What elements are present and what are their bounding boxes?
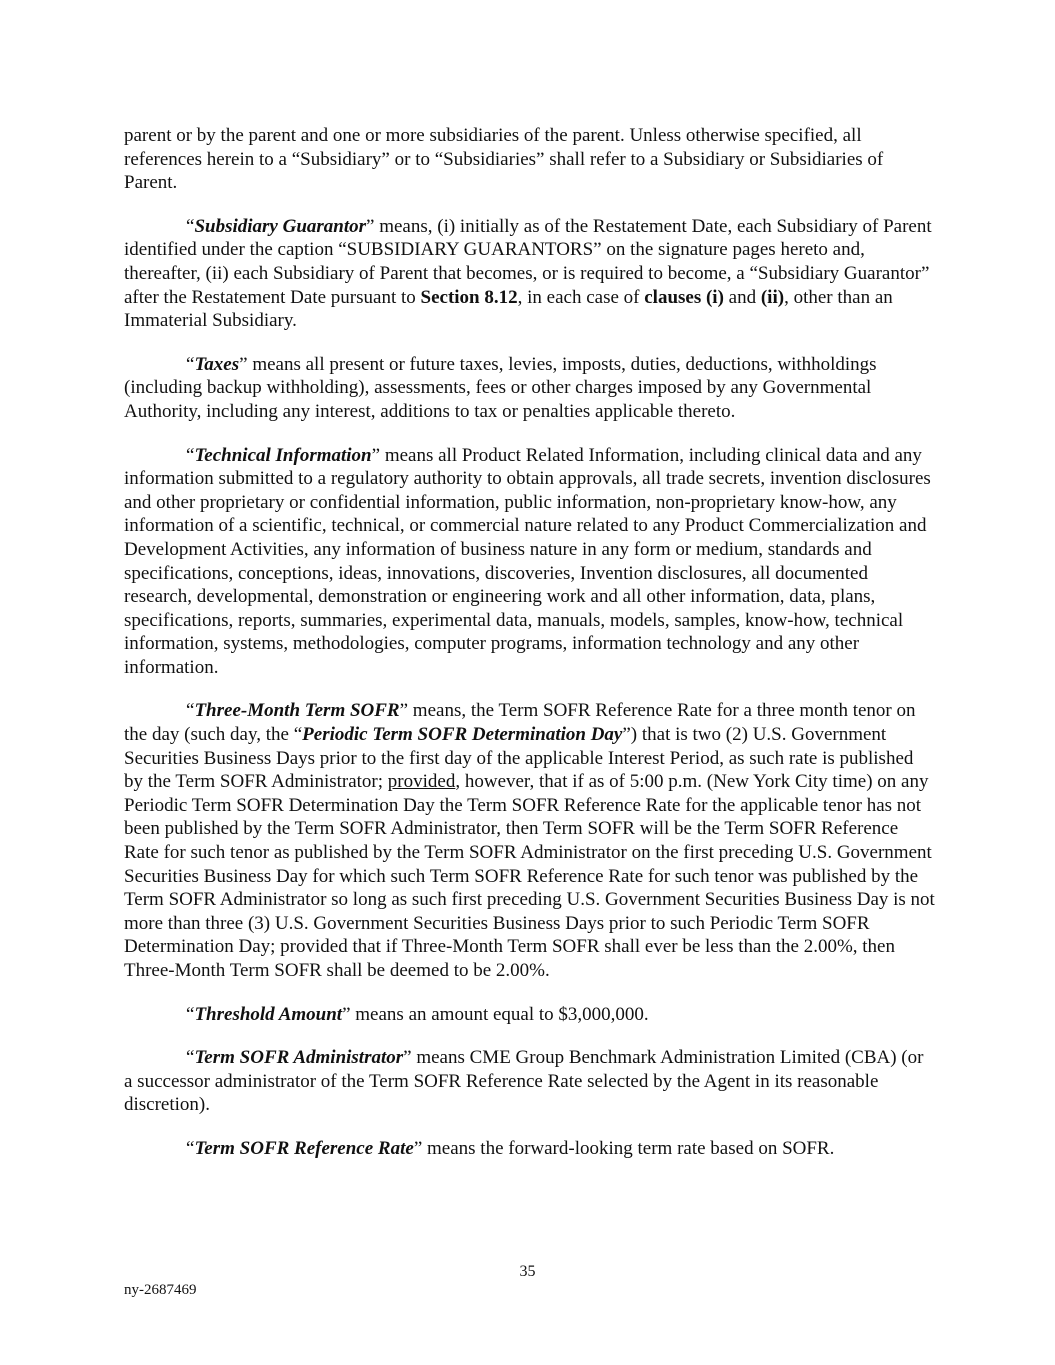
defined-term-subsidiary-guarantor-wrapper — [194, 216, 366, 237]
text-segment: ” means CME Group Benchmark Administration Limited (CBA) (or a successor administrator of the Term SOFR Reference Rate selected by the Agent in its reasonable discretion). — [124, 1047, 924, 1116]
defined-term-technical-information: Technical Information — [194, 444, 372, 466]
document-id: ny-2687469 — [124, 1282, 197, 1298]
text-segment: ” means the forward-looking term rate based on SOFR. — [413, 1137, 835, 1159]
defined-term-periodic-term-sofr-determination-day: Periodic Term SOFR Determination Day — [302, 724, 623, 746]
text-segment: “ — [186, 1137, 195, 1159]
defined-term-term-sofr-administrator: Term SOFR Administrator — [194, 1047, 404, 1069]
text-segment: parent or by the parent and one or more subsidiaries of the parent. Unless otherwise specified, all references herein to a “Subsidiary” or to “Subsidiaries” shall refer to a Subsidiary or Subsidiaries of Parent. — [124, 125, 884, 194]
defined-term-three-month-term-sofr-wrapper — [194, 700, 399, 721]
defined-term-term-sofr-reference-rate: Term SOFR Reference Rate — [194, 1137, 414, 1159]
paragraph-term-sofr-reference-rate — [124, 1137, 936, 1161]
text-segment: , however, that if as of 5:00 p.m. (New York City time) on any Periodic Term SOFR Determination Day the Term SOFR Reference Rate for the applicable tenor has not been published by the Term SOFR Administrator, then Term SOFR will be the Term SOFR Reference Rate for such tenor as published by the Term SOFR Administrator on the first preceding U.S. Government Securities Business Day for which such Term SOFR Reference Rate for such tenor was published by the Term SOFR Administrator so long as such first preceding U.S. Government Securities Business Day is not more than three (3) U.S. Government Securities Business Days prior to such Periodic Term SOFR Determination Day; provided that if Three-Month Term SOFR shall ever be less than the 2.00%, then Three-Month Term SOFR shall be deemed to be 2.00%. — [124, 771, 935, 981]
paragraph-term-sofr-administrator — [124, 1046, 936, 1117]
paragraph-taxes — [124, 353, 936, 424]
section-reference: Section 8.12 — [420, 286, 518, 308]
text-segment: ”) that is two (2) U.S. Government Securities Business Days prior to the first day of the applicable Interest Period, as such rate is published by the Term SOFR Administrator; — [124, 724, 914, 793]
text-segment: , in each case of — [517, 286, 645, 308]
defined-term-subsidiary-guarantor: Subsidiary Guarantor — [194, 215, 367, 237]
defined-term-periodic-term-sofr-determination-day-wrapper — [302, 724, 622, 745]
paragraph-three-month-term-sofr — [124, 699, 936, 982]
text-segment: “ — [186, 215, 195, 237]
text-segment: ” means an amount equal to $3,000,000. — [342, 1003, 649, 1025]
defined-term-threshold-amount: Threshold Amount — [194, 1003, 343, 1025]
text-segment: “ — [186, 1003, 195, 1025]
text-segment: ” means all Product Related Information, including clinical data and any information submitted to a regulatory authority to obtain approvals, all trade secrets, invention disclosures and other proprietary or confidential information, public information, non-proprietary know-how, any information of a scientific, technical, or commercial nature related to any Product Commercialization and Development Activities, any information of business nature in any form or medium, standards and specifications, conceptions, ideas, innovations, discoveries, Invention disclosures, all documented research, developmental, demonstration or engineering work and all other information, data, plans, specifications, reports, summaries, experimental data, manuals, models, samples, know-how, technical information, systems, methodologies, computer programs, information technology and any other information. — [124, 444, 931, 678]
provided-underlined: provided — [387, 771, 456, 793]
page-number: 35 — [519, 1263, 536, 1280]
defined-term-term-sofr-administrator-wrapper — [194, 1047, 403, 1068]
clause-reference: (ii) — [760, 286, 785, 308]
text-segment: “ — [186, 444, 195, 466]
defined-term-term-sofr-reference-rate-wrapper — [194, 1138, 413, 1159]
text-segment: “ — [186, 700, 195, 722]
defined-term-three-month-term-sofr: Three-Month Term SOFR — [194, 700, 400, 722]
text-segment: “ — [186, 353, 195, 375]
paragraph-technical-information — [124, 444, 936, 680]
text-segment: ” means, (i) initially as of the Restatement Date, each Subsidiary of Parent identified under the caption “SUBSIDIARY GUARANTORS” on the signature pages hereto and, thereafter, (ii) each Subsidiary of Parent that becomes, or is required to become, a “Subsidiary Guarantor” after the Restatement Date pursuant to — [124, 215, 932, 308]
text-segment: ” means all present or future taxes, levies, imposts, duties, deductions, withholdings (including backup withholding), assessments, fees or other charges imposed by any Governmental Authority, including any interest, additions to tax or penalties applicable thereto. — [124, 353, 877, 422]
defined-term-threshold-amount-wrapper — [194, 1004, 342, 1025]
text-segment: “ — [186, 1047, 195, 1069]
text-segment: ” means, the Term SOFR Reference Rate for a three month tenor on the day (such day, the “ — [124, 700, 916, 746]
defined-term-taxes: Taxes — [194, 353, 240, 375]
clause-reference: clauses (i) — [644, 286, 724, 308]
document-body — [124, 124, 936, 1181]
paragraph-threshold-amount — [124, 1003, 936, 1027]
paragraph-subsidiary-guarantor — [124, 215, 936, 333]
text-segment: and — [723, 286, 761, 308]
defined-term-technical-information-wrapper — [194, 445, 371, 466]
text-segment: , other than an Immaterial Subsidiary. — [124, 286, 893, 332]
paragraph-subsidiary-continued — [124, 124, 936, 195]
defined-term-taxes-wrapper — [194, 354, 239, 375]
